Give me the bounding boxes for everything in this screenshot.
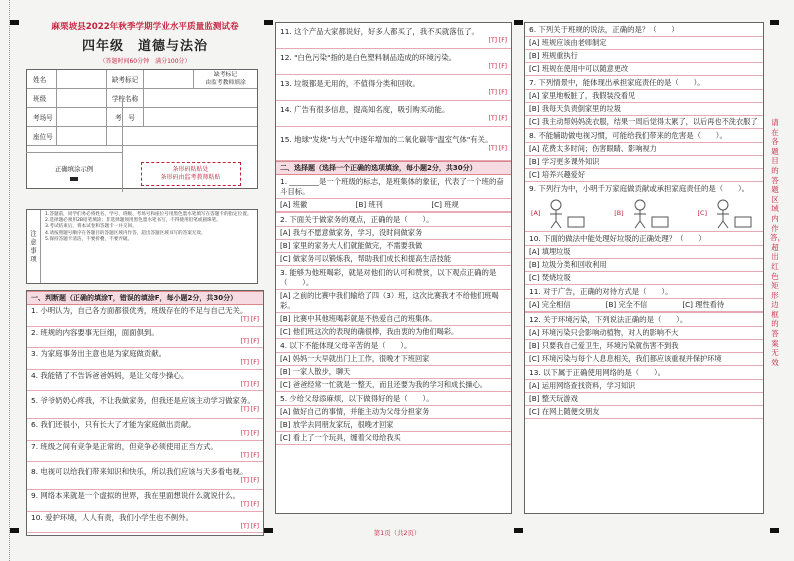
choice-option[interactable]: [B] 只要我自己爱卫生，环境污染就伤害不到我	[525, 339, 763, 352]
judge-question	[27, 441, 263, 463]
option-row	[276, 198, 511, 212]
column-1	[26, 22, 264, 530]
exam-no-label: 考 号	[115, 114, 135, 122]
choice-option[interactable]: [B] 放学去同朋友家玩，很晚才回家	[276, 418, 511, 431]
answer-area-warning: 请在各题目的答题区域内作答，超出红色矩形边框的答案无效	[770, 118, 785, 367]
grade-subject-title: 四年级 道德与法治	[81, 39, 208, 54]
tf-answer-bubbles[interactable]: [T] [F]	[240, 380, 259, 388]
choice-option[interactable]: [A] 妈妈一大早就出门上工作，很晚才下班回家	[276, 352, 511, 365]
registration-mark	[770, 20, 779, 25]
room-field[interactable]	[57, 108, 107, 126]
choice-question-text: 11. 对于广告，正确的对待方式是（ ）。	[529, 287, 673, 296]
notice-item: 2.选择题必须用2B铅笔填涂；非选择题须用黑色墨水笔书写，不得使用铅笔或圆珠笔。	[45, 218, 221, 224]
choice-option[interactable]: [B] 我每天负责倒家里的垃圾	[525, 102, 763, 115]
name-field[interactable]	[57, 70, 107, 88]
choice-option[interactable]: [A] 花费太多时间；伤害眼睛、影响视力	[525, 142, 763, 155]
choice-option[interactable]: [C] 爸爸经常一忙就是一整天，而且还要为我的学习和成长操心。	[276, 378, 511, 391]
judge-question-text: 1. 小明认为，自己各方面都很优秀，班级存在的不足与自己无关。	[31, 306, 248, 316]
judge-question	[276, 49, 511, 75]
picture-option[interactable]	[531, 197, 590, 229]
choice-option[interactable]: [C] 我主动帮妈妈洗衣服，结果一周后觉得太累了，以后再也不洗衣服了	[525, 115, 763, 128]
column-3	[524, 22, 764, 514]
tf-answer-bubbles[interactable]: [T] [F]	[240, 316, 259, 324]
choice-option[interactable]: [B] 班规重执行	[525, 49, 763, 62]
judge-question-text: 10. 爱护环境，人人有责，我们小学生也不例外。	[31, 512, 193, 522]
choice-question-text: 8. 不能辅助做电视习惯，可能给我们带来的危害是（ ）。	[529, 131, 727, 140]
choice-question	[525, 129, 763, 182]
cut-line	[9, 0, 10, 561]
choice-option[interactable]: [C] 做家务可以锻炼我，帮助我们成长和提高生活技能	[276, 252, 511, 265]
choice-option[interactable]: [A] 班徽	[280, 200, 308, 209]
choice-option[interactable]: [A] 班规应该由老师制定	[525, 36, 763, 49]
choice-question-text: 3. 能够为他班喝彩，就是对他们的认可和赞赏，以下观点正确的是（ ）。	[280, 268, 497, 287]
tf-answer-bubbles[interactable]: [T] [F]	[240, 359, 259, 367]
choice-section-title: 二、选择题（选择一个正确的选项填涂，每小题2分，共30分）	[276, 161, 511, 175]
fill-example	[26, 152, 122, 192]
choice-option[interactable]: [A] 运用网络查找资料，学习知识	[525, 379, 763, 392]
choice-question	[525, 366, 763, 419]
choice-question	[525, 285, 763, 313]
judge-question	[27, 305, 263, 327]
tf-answer-bubbles[interactable]: [T] [F]	[488, 62, 507, 70]
choice-option[interactable]: [C] 在网上随便交朋友	[525, 405, 763, 418]
notice-title: 注意事项	[27, 210, 41, 283]
exam-mark-label: 缺考标记	[111, 76, 139, 84]
choice-option[interactable]: [A] 我与不愿意做家务，学习，没时间做家务	[276, 226, 511, 239]
registration-mark	[264, 20, 273, 25]
judge-section-title: 一、判断题（正确的填涂T，错误的填涂F，每小题2分，共30分）	[27, 291, 263, 305]
choice-question	[276, 392, 511, 445]
choice-option[interactable]: [A] 完全相信	[529, 300, 571, 309]
choice-question-text: 7. 下列情景中，能体现出承担家庭责任的是（ ）。	[529, 78, 705, 87]
choice-question-text: 6. 下列关于班规的说法，正确的是？（ ）	[529, 25, 679, 34]
choice-option[interactable]: [C] 环境污染与每个人息息相关，我们都应该重视并保护环境	[525, 352, 763, 365]
tf-answer-bubbles[interactable]: [T] [F]	[240, 522, 259, 530]
barcode-note: 条形码由监考教师粘贴	[160, 174, 221, 181]
judge-question-text: 2. 班规的内容要事无巨细，面面俱到。	[31, 327, 159, 337]
tf-answer-bubbles[interactable]: [T] [F]	[488, 114, 507, 122]
choice-option[interactable]: [A] 之前的比赛中我们输给了四（3）班，这次比赛我才不给他们班喝彩。	[276, 289, 511, 312]
option-label: [B]	[614, 209, 624, 217]
illustration-icon	[626, 197, 674, 229]
choice-option[interactable]: [A] 填埋垃圾	[525, 245, 763, 258]
choice-option[interactable]: [C] 他们班这次的表现的确很棒，我由衷的为他们喝彩。	[276, 325, 511, 338]
judge-question	[27, 462, 263, 490]
illustration-icon	[709, 197, 757, 229]
judge-question-text: 4. 我能错了不告诉爸爸妈妈，是让父母少操心。	[31, 370, 189, 380]
registration-mark	[514, 20, 523, 25]
registration-mark	[10, 20, 19, 25]
choice-option[interactable]: [A] 做好自己的事情，并能主动为父母分担家务	[276, 405, 511, 418]
class-field[interactable]	[57, 89, 107, 107]
tf-answer-bubbles[interactable]: [T] [F]	[240, 430, 259, 438]
illustration-icon	[542, 197, 590, 229]
exam-time-info: （答题时间60分钟 满分100分）	[99, 58, 191, 65]
judge-question-text: 8. 电视可以给我们带来知识和快乐，所以我们应该与天多看电视。	[31, 466, 248, 476]
school-label: 学校名称	[111, 95, 139, 103]
seat-label: 座位号	[27, 127, 57, 145]
room-label: 考场号	[27, 108, 57, 126]
exam-mark-note: 缺考标记 由监考教师填涂	[193, 70, 257, 89]
choice-option[interactable]: [C] 班规	[431, 200, 459, 209]
choice-option[interactable]: [A] 环境污染只会影响动植物，对人的影响不大	[525, 326, 763, 339]
tf-answer-bubbles[interactable]: [T] [F]	[488, 36, 507, 44]
tf-answer-bubbles[interactable]: [T] [F]	[240, 451, 259, 459]
option-label: [C]	[697, 209, 707, 217]
picture-option[interactable]	[614, 197, 673, 229]
judge-question	[27, 419, 263, 441]
judge-question-text: 6. 我们还很小，只有长大了才能为家庭做出贡献。	[31, 420, 196, 430]
choice-option[interactable]: [C] 理性看待	[682, 300, 725, 309]
tf-answer-bubbles[interactable]: [T] [F]	[240, 405, 259, 413]
judge-question	[27, 327, 263, 349]
column-2	[275, 22, 512, 514]
choice-question-text: 2. 下面关于做家务的观点，正确的是（ ）。	[280, 215, 434, 224]
judge-question-text: 14. 广告有很多信息，提高知名度，吸引购买动能。	[280, 104, 450, 114]
name-label: 姓名	[27, 70, 57, 88]
picture-option[interactable]	[698, 197, 757, 229]
choice-option[interactable]: [C] 焚烧垃圾	[525, 271, 763, 284]
exam-mark-box[interactable]	[143, 70, 175, 88]
choice-option[interactable]: [B] 整天玩游戏	[525, 392, 763, 405]
fill-example-label: 正确填涂示例	[54, 165, 94, 173]
judge-question	[27, 370, 263, 392]
choice-question	[276, 175, 511, 213]
tf-answer-bubbles[interactable]: [T] [F]	[240, 501, 259, 509]
tf-answer-bubbles[interactable]: [T] [F]	[488, 88, 507, 96]
judge-question	[276, 23, 511, 49]
choice-question	[276, 213, 511, 266]
filled-sample-mark	[70, 177, 78, 181]
judge-question-text: 9. 网络本来就是一个虚拟的世界，我在里面想说什么就说什么。	[31, 491, 240, 501]
choice-question-text: 9. 下列行为中，小明千万家庭做贡献或承担家庭责任的是（ ）。	[529, 184, 750, 193]
notice-item: 4.请按照题号顺序在各题目的答题区域内作答，超出答题区域书写的答案无效。	[45, 230, 206, 236]
judge-question	[27, 391, 263, 419]
choice-question	[525, 76, 763, 129]
notice-item: 3.考试结束后，将本试卷和答题卡一并交回。	[45, 224, 137, 230]
choice-option[interactable]: [B] 垃圾分类和回收利用	[525, 258, 763, 271]
choice-option[interactable]: [B] 学习更多课外知识	[525, 155, 763, 168]
option-row	[525, 298, 763, 312]
notice-item: 5.保持答题卡清洁，不要折叠，不要弄破。	[45, 236, 133, 242]
choice-question	[276, 266, 511, 339]
choice-option[interactable]: [B] 一家人散步，聊天	[276, 365, 511, 378]
choice-question	[276, 339, 511, 392]
choice-option[interactable]: [B] 班刊	[355, 200, 383, 209]
notice-list	[41, 210, 257, 283]
barcode-area	[122, 98, 258, 192]
judge-question	[27, 490, 263, 512]
choice-question-text: 5. 少给父母添麻烦，以下做得好的是（ ）。	[280, 394, 434, 403]
judge-question-text: 3. 为家庭事务出主意也是为家庭做贡献。	[31, 349, 167, 359]
judge-question-text: 5. 爷爷奶奶心疼我，不让我做家务，但我还是应该主动学习做家务。	[31, 395, 255, 405]
choice-question-text: 4. 以下不能体现父母辛苦的是（ ）。	[280, 341, 412, 350]
seat-field[interactable]	[57, 127, 107, 145]
picture-options	[525, 195, 763, 231]
choice-option[interactable]: [C] 看上了一个玩具，缠着父母给我买	[276, 431, 511, 444]
judge-question-text: 13. 垃圾都是无用的，不值得分类和回收。	[280, 78, 420, 88]
choice-question-text: 10. 下面的做法中能处理好垃圾的正确处理？（ ）	[529, 234, 706, 243]
choice-question-text: 13. 以下属于正确使用网络的是（ ）。	[529, 368, 666, 377]
judge-question	[276, 127, 511, 161]
choice-option[interactable]: [A] 家里地板脏了，我假装没看见	[525, 89, 763, 102]
tf-answer-bubbles[interactable]: [T] [F]	[240, 476, 259, 484]
judge-question-text: 15. 地球"发烧"与大气中逐年增加的二氧化碳等"温室气体"有关。	[280, 134, 493, 144]
choice-question	[525, 232, 763, 285]
choice-question-text: 12. 关于环境污染，下列说法正确的是（ ）。	[529, 315, 688, 324]
choice-option[interactable]: [B] 比赛中其他班喝彩就是不热爱自己的班集体。	[276, 312, 511, 325]
tf-answer-bubbles[interactable]: [T] [F]	[240, 337, 259, 345]
choice-option[interactable]: [C] 班规在使用中可以随意更改	[525, 62, 763, 75]
option-label: [A]	[531, 209, 541, 217]
judge-section	[26, 290, 264, 536]
choice-question	[525, 23, 763, 76]
class-label: 班级	[27, 89, 57, 107]
choice-option[interactable]: [B] 完全不信	[605, 300, 648, 309]
judge-question	[27, 348, 263, 370]
judge-question	[276, 75, 511, 101]
choice-question	[525, 182, 763, 232]
choice-question-text: 1. ________是一个班级的标志，是班集体的象征，代表了一个班的奋斗目标。	[280, 177, 504, 196]
barcode-label: 条形码粘贴处	[172, 166, 209, 173]
page-number: 第1页（共2页）	[373, 529, 421, 537]
barcode-box	[141, 162, 241, 186]
judge-question-text: 12. "白色污染"指的是白色塑料制品造成的环境污染。	[280, 52, 457, 62]
tf-answer-bubbles[interactable]: [T] [F]	[488, 144, 507, 152]
judge-question-text: 7. 班级之间有竞争是正常的，但竞争必须使用正当方式。	[31, 441, 218, 451]
judge-question-text: 11. 这个产品大家都说好，好多人都买了，我不买就落伍了。	[280, 26, 479, 36]
notice-box	[26, 209, 258, 284]
choice-option[interactable]: [B] 家里的家务大人们就能做完，不需要我做	[276, 239, 511, 252]
choice-question	[525, 313, 763, 366]
notice-item: 1.答题前，同学们务必将姓名、学号、班级、考场号和座位号用黑色墨水笔填写在答题卡的指定位置。	[45, 212, 252, 217]
exam-title: 麻栗坡县2022年秋季学期学业水平质量监测试卷	[51, 22, 239, 32]
choice-option[interactable]: [C] 培养兴趣爱好	[525, 168, 763, 181]
judge-question	[276, 101, 511, 127]
